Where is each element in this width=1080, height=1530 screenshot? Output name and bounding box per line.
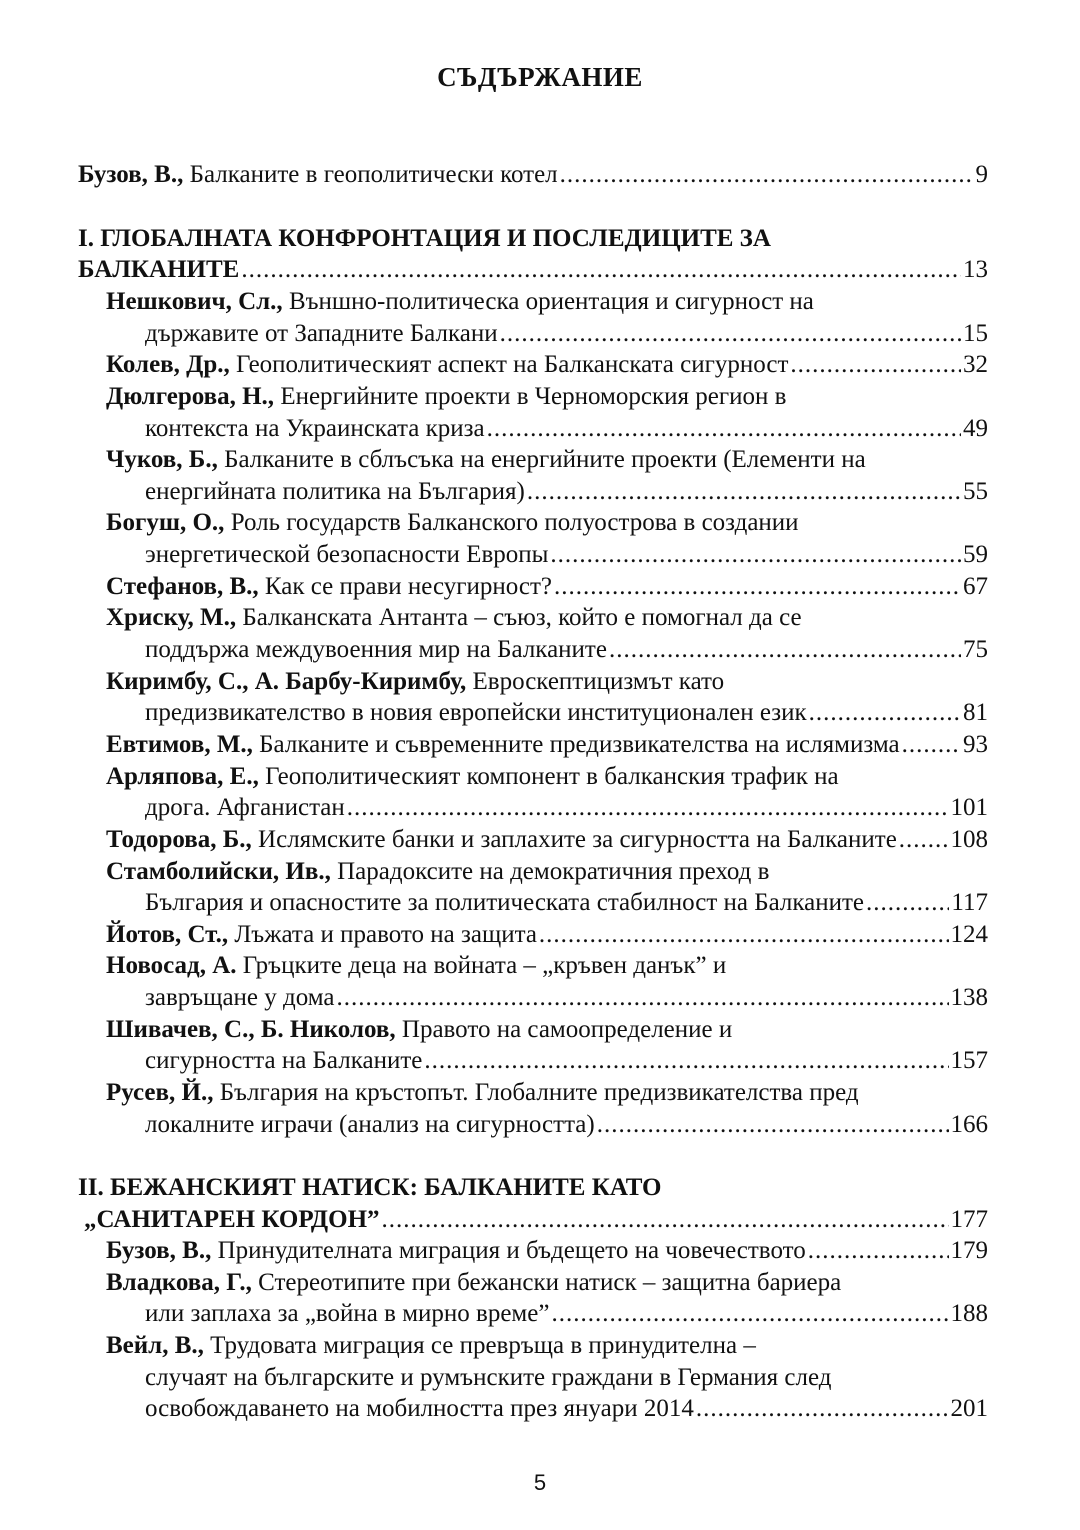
toc-entry: Стефанов, В., Как се прави несугирност? ..... 67 [106, 571, 988, 603]
toc-entry: Чуков, Б., Балканите в сблъсъка на енергийните проекти (Елементи на [106, 446, 866, 473]
toc-entry: Арляпова, Е., Геополитическият компонент в балканския трафик на [106, 763, 839, 790]
leader-dots [241, 254, 961, 286]
section-2-heading-cont: „САНИТАРЕН КОРДОН” ..... 177 [84, 1204, 988, 1236]
toc-entry: Владкова, Г., Стереотипите при бежански натиск – защитна бариера [106, 1269, 842, 1296]
toc-entry-cont: енергийната политика на България) ..... 55 [145, 476, 988, 508]
leader-dots [539, 919, 949, 951]
entry-page: 179 [950, 1237, 988, 1264]
entry-author: Бузов, В., [78, 161, 184, 188]
leader-dots [424, 1045, 948, 1077]
toc-entry-cont: дрога. Афганистан ..... 101 [145, 792, 988, 824]
leader-dots [382, 1204, 949, 1236]
page-title: СЪДЪРЖАНИЕ [437, 62, 643, 92]
entry-page: 201 [950, 1395, 988, 1422]
toc-entry-cont: локалните играчи (анализ на сигурността) ..... 166 [145, 1109, 988, 1141]
entry-page: 32 [963, 351, 988, 378]
toc-entry: Нешкович, Сл., Външно-политическа ориентация и сигурност на [106, 288, 814, 315]
leader-dots [597, 1109, 949, 1141]
toc-entry: Тодорова, Б., Ислямските банки и заплахите за сигурността на Балканите ..... 108 [106, 824, 988, 856]
toc-entry: Вейл, В., Трудовата миграция се превръща в принудителна – [106, 1332, 756, 1359]
leader-dots [500, 318, 961, 350]
toc-entry-cont: случаят на българските и румънските граждани в Германия след [145, 1364, 832, 1391]
entry-page: 124 [950, 921, 988, 948]
page-number: 5 [533, 1470, 547, 1495]
toc-entry: Дюлгерова, Н., Енергийните проекти в Черноморския регион в [106, 383, 787, 410]
entry-page: 59 [963, 541, 988, 568]
toc-entry-cont: сигурността на Балканите ..... 157 [145, 1045, 988, 1077]
entry-page: 101 [950, 794, 988, 821]
entry-page: 67 [963, 573, 988, 600]
toc-entry-cont: освобождаването на мобилността през януари 2014 ..... 201 [145, 1393, 988, 1425]
leader-dots [337, 982, 949, 1014]
entry-page: 55 [963, 478, 988, 505]
toc-entry-cont: България и опасностите за политическата стабилност на Балканите ..... 117 [145, 887, 988, 919]
section-1-page: 13 [963, 256, 988, 283]
section-2-heading: II. БЕЖАНСКИЯТ НАТИСК: БАЛКАНИТЕ КАТО [78, 1174, 662, 1201]
toc-entry: Йотов, Ст., Лъжата и правото на защита ..... 124 [106, 919, 988, 951]
leader-dots [560, 159, 974, 191]
section-1-heading: I. ГЛОБАЛНАТА КОНФРОНТАЦИЯ И ПОСЛЕДИЦИТЕ ЗА [78, 225, 771, 252]
toc-entry-cont: поддържа междувоенния мир на Балканите ..... 75 [145, 634, 988, 666]
entry-page: 15 [963, 320, 988, 347]
entry-page: 117 [951, 889, 988, 916]
leader-dots [551, 1298, 948, 1330]
section-2-page: 177 [950, 1206, 988, 1233]
entry-page: 49 [963, 415, 988, 442]
toc-entry: Бузов, В., Принудителната миграция и бъдещето на човечеството ..... 179 [106, 1235, 988, 1267]
toc-entry-cont: энергетической безопасности Европы ..... 59 [145, 539, 988, 571]
toc-entry: Хриску, М., Балканската Антанта – съюз, който е помогнал да се [106, 604, 802, 631]
leader-dots [902, 729, 961, 761]
toc-entry-intro [78, 159, 988, 191]
leader-dots [899, 824, 949, 856]
toc-entry-cont: държавите от Западните Балкани ..... 15 [145, 318, 988, 350]
toc-entry-cont: завръщане у дома ..... 138 [145, 982, 988, 1014]
leader-dots [550, 539, 961, 571]
leader-dots [554, 571, 961, 603]
leader-dots [527, 476, 961, 508]
toc-entry-cont: предизвикателство в новия европейски институционален език ..... 81 [145, 697, 988, 729]
leader-dots [487, 413, 961, 445]
leader-dots [866, 887, 949, 919]
entry-page: 138 [950, 984, 988, 1011]
toc-entry: Стамболийски, Ив., Парадоксите на демократичния преход в [106, 858, 770, 885]
leader-dots [347, 792, 949, 824]
leader-dots [808, 1235, 949, 1267]
toc-entry-cont: или заплаха за „война в мирно време” ..... 188 [145, 1298, 988, 1330]
entry-page: 188 [950, 1300, 988, 1327]
entry-page: 9 [975, 161, 988, 188]
entry-page: 166 [950, 1111, 988, 1138]
leader-dots [696, 1393, 949, 1425]
entry-page: 75 [963, 636, 988, 663]
entry-title: Балканите в геополитически котел [189, 161, 558, 188]
toc-entry: Богуш, О., Роль государств Балканского полуострова в создании [106, 509, 799, 536]
leader-dots [609, 634, 961, 666]
entry-page: 81 [963, 699, 988, 726]
entry-page: 157 [950, 1047, 988, 1074]
toc-entry: Новосад, А. Гръцките деца на войната – „кръвен данък” и [106, 952, 727, 979]
leader-dots [790, 349, 961, 381]
entry-page: 108 [950, 826, 988, 853]
section-1-heading-cont: БАЛКАНИТЕ ..... 13 [78, 254, 988, 286]
leader-dots [809, 697, 961, 729]
toc-entry: Колев, Др., Геополитическият аспект на Балканската сигурност ..... 32 [106, 349, 988, 381]
toc-entry: Русев, Й., България на кръстопът. Глобалните предизвикателства пред [106, 1079, 859, 1106]
entry-page: 93 [963, 731, 988, 758]
toc-entry: Шивачев, С., Б. Николов, Правото на самоопределение и [106, 1016, 733, 1043]
toc-entry: Киримбу, С., А. Барбу-Киримбу, Евроскептицизмът като [106, 668, 725, 695]
toc-entry: Евтимов, М., Балканите и съвременните предизвикателства на ислямизма ..... 93 [106, 729, 988, 761]
toc-entry-cont: контекста на Украинската криза ..... 49 [145, 413, 988, 445]
